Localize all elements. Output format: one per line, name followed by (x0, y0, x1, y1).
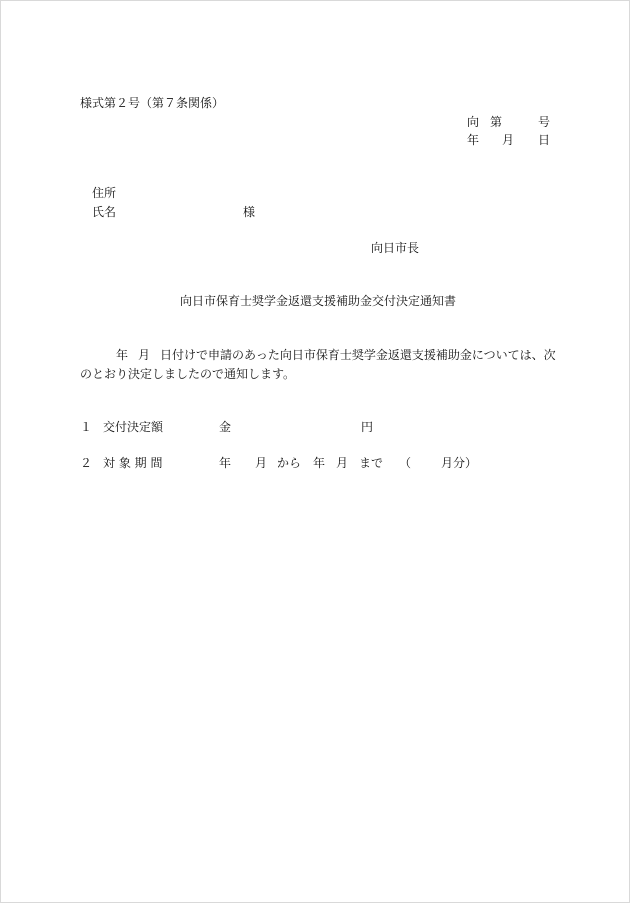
body-line1: 日付けで申請のあった向日市保育士奨学金返還支援補助金については、次 (160, 348, 556, 362)
item-2-months-label: 月分） (441, 456, 478, 470)
item-2-number: ２ (80, 456, 93, 470)
body-year: 年 (116, 348, 129, 362)
item-2-end-month: 月 (336, 456, 349, 470)
document-title: 向日市保育士奨学金返還支援補助金交付決定通知書 (180, 294, 457, 308)
item-2-kara: から (277, 456, 302, 470)
name-label: 氏名 (92, 205, 117, 219)
doc-number-go: 号 (538, 115, 551, 129)
item-2-start-year: 年 (219, 456, 232, 470)
item-1-number: １ (80, 420, 93, 434)
address-label: 住所 (92, 186, 117, 200)
item-2-start-month: 月 (255, 456, 268, 470)
honorific: 様 (243, 205, 256, 219)
doc-number-dai: 第 (490, 115, 503, 129)
date-month: 月 (502, 133, 515, 147)
date-year: 年 (467, 133, 480, 147)
body-line2: のとおり決定しましたので通知します。 (80, 367, 296, 381)
form-label: 様式第２号（第７条関係） (80, 96, 225, 110)
issuer: 向日市長 (371, 241, 420, 255)
item-1-kin: 金 (219, 420, 232, 434)
item-2-paren-open: （ (399, 456, 412, 470)
item-2-made: まで (359, 456, 384, 470)
item-2-label: 対 象 期 間 (103, 456, 163, 470)
body-month: 月 (138, 348, 151, 362)
item-2-end-year: 年 (313, 456, 326, 470)
doc-number-prefix: 向 (467, 115, 480, 129)
item-1-en: 円 (361, 420, 374, 434)
date-day: 日 (538, 133, 551, 147)
item-1-label: 交付決定額 (103, 420, 164, 434)
